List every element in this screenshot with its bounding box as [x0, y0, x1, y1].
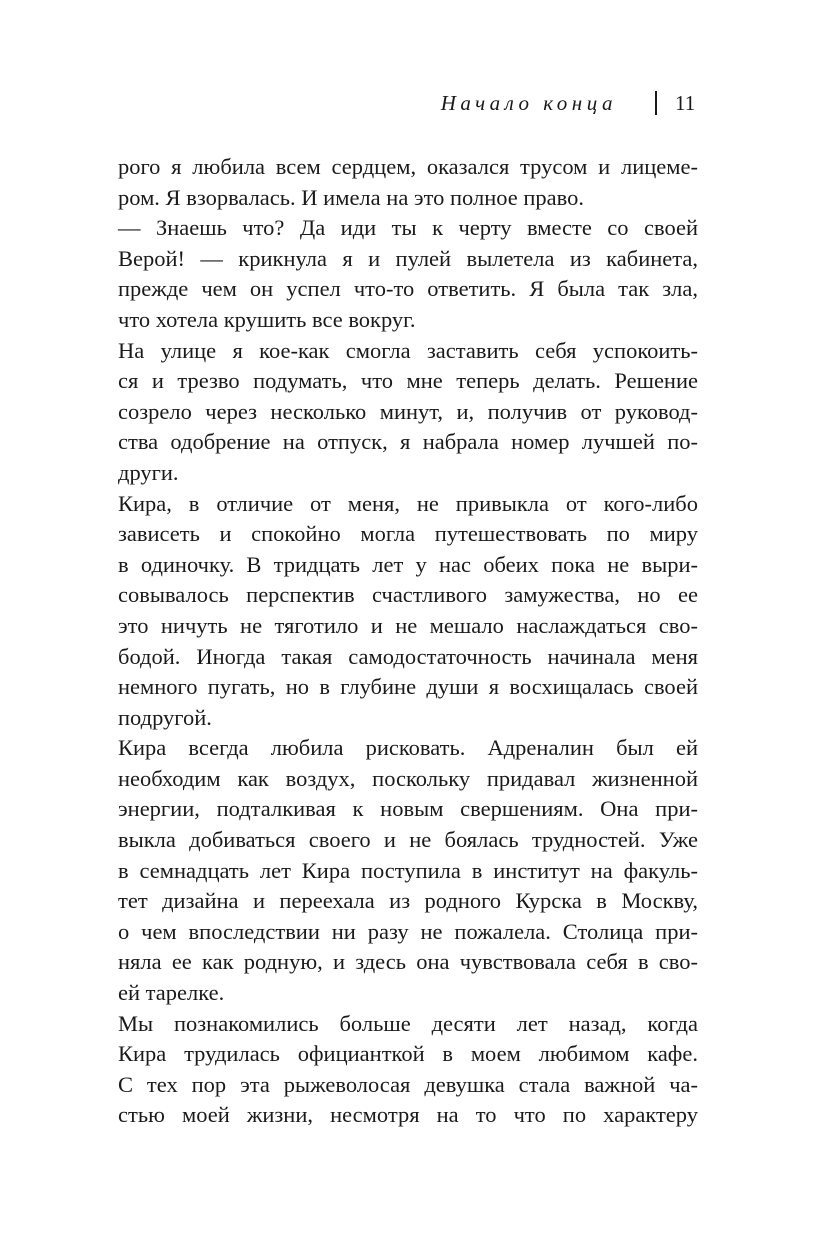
text-line: в одиночку. В тридцать лет у нас обеих пока не выри- — [118, 551, 698, 577]
text-line: о чем впоследствии ни разу не пожалела. Столица при- — [118, 918, 698, 944]
text-line: стью моей жизни, несмотря на то что по характеру — [118, 1102, 698, 1128]
text-line: в семнадцать лет Кира поступила в институт на факуль- — [118, 857, 698, 883]
text-line: тет дизайна и переехала из родного Курска в Москву, — [118, 888, 698, 914]
text-line: — Знаешь что? Да иди ты к черту вместе со своей — [118, 215, 698, 241]
body-text — [118, 152, 698, 1131]
text-line: что хотела крушить все вокруг. — [118, 306, 416, 332]
text-line: совывалось перспектив счастливого замужества, но ее — [118, 582, 698, 608]
text-line: ся и трезво подумать, что мне теперь делать. Решение — [118, 368, 698, 394]
text-line: ства одобрение на отпуск, я набрала номер лучшей по- — [118, 429, 698, 455]
text-line: други. — [118, 459, 179, 485]
text-line: ром. Я взорвалась. И имела на это полное право. — [118, 184, 585, 210]
running-head-title: Начало конца — [440, 91, 617, 115]
text-line: Верой! — крикнула я и пулей вылетела из кабинета, — [118, 245, 698, 271]
text-line: подругой. — [118, 704, 212, 730]
running-head-divider — [655, 91, 657, 115]
text-line: Кира всегда любила рисковать. Адреналин был ей — [118, 735, 698, 761]
text-line: немного пугать, но в глубине души я восхищалась своей — [118, 674, 698, 700]
text-line: энергии, подталкивая к новым свершениям. Она при- — [118, 796, 698, 822]
text-line: бодой. Иногда такая самодостаточность начинала меня — [118, 643, 698, 669]
text-line: рого я любила всем сердцем, оказался трусом и лицеме- — [118, 154, 698, 179]
text-line: С тех пор эта рыжеволосая девушка стала важной ча- — [118, 1071, 698, 1097]
text-line: Кира трудилась официанткой в моем любимом кафе. — [118, 1041, 698, 1067]
text-line: это ничуть не тяготило и не мешало наслаждаться сво- — [118, 612, 698, 638]
text-line: выкла добиваться своего и не боялась трудностей. Уже — [118, 827, 698, 853]
text-line: Кира, в отличие от меня, не привыкла от кого-либо — [118, 490, 698, 516]
text-line: прежде чем он успел что-то ответить. Я была так зла, — [118, 276, 698, 302]
text-line: няла ее как родную, и здесь она чувствовала себя в сво- — [118, 949, 698, 975]
text-line: Мы познакомились больше десяти лет назад, когда — [118, 1010, 698, 1036]
text-line: ей тарелке. — [118, 980, 225, 1006]
text-line: созрело через несколько минут, и, получив от руковод- — [118, 398, 698, 424]
running-head — [0, 88, 827, 118]
text-line: На улице я кое-как смогла заставить себя успокоить- — [118, 337, 698, 363]
text-line: необходим как воздух, поскольку придавал жизненной — [118, 765, 698, 791]
text-line: зависеть и спокойно могла путешествовать по миру — [118, 521, 698, 547]
page-number: 11 — [675, 91, 696, 115]
